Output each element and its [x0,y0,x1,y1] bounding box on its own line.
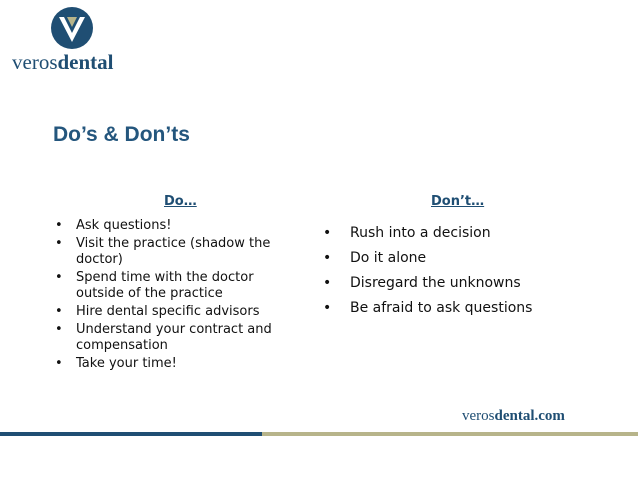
dont-list [323,224,623,324]
footer-rule-gold [262,432,638,436]
bullet-icon: • [55,304,63,319]
dont-item-text: Be afraid to ask questions [350,300,533,316]
list-item [323,274,623,292]
bullet-icon: • [323,300,332,316]
logo-wordmark [12,50,142,75]
do-item-text: Visit the practice (shadow the doctor) [76,236,271,267]
dont-item-text: Do it alone [350,250,427,266]
slide-title: Do’s & Don’ts [53,123,190,146]
dont-item-text: Disregard the unknowns [350,275,521,291]
bullet-icon: • [55,322,63,337]
bullet-icon: • [55,270,63,285]
list-item [55,270,295,302]
logo-emblem-icon [50,6,94,50]
list-item [323,249,623,267]
brand-logo [12,6,132,76]
do-item-text: Take your time! [76,356,177,371]
list-item [55,304,295,320]
do-list [55,218,295,374]
bullet-icon: • [323,250,332,266]
list-item [55,322,295,354]
list-item [323,224,623,242]
logo-wordmark-bold: dental [57,50,114,74]
bullet-icon: • [55,236,63,251]
bullet-icon: • [323,275,332,291]
do-heading: Do… [164,194,197,209]
dont-item-text: Rush into a decision [350,225,491,241]
list-item [55,356,295,372]
list-item [323,299,623,317]
do-item-text: Understand your contract and compensation [76,322,272,353]
footer-url-part2: dental.com [494,408,565,424]
bullet-icon: • [323,225,332,241]
do-item-text: Spend time with the doctor outside of the practice [76,270,254,301]
footer-rule-blue [0,432,262,436]
do-item-text: Ask questions! [76,218,172,233]
bullet-icon: • [55,356,63,371]
dont-heading: Don’t… [431,194,485,209]
footer-url-part1: veros [462,408,495,424]
list-item [55,218,295,234]
footer-website [462,408,565,425]
bullet-icon: • [55,218,63,233]
do-item-text: Hire dental specific advisors [76,304,260,319]
logo-wordmark-light: veros [12,50,58,74]
list-item [55,236,295,268]
